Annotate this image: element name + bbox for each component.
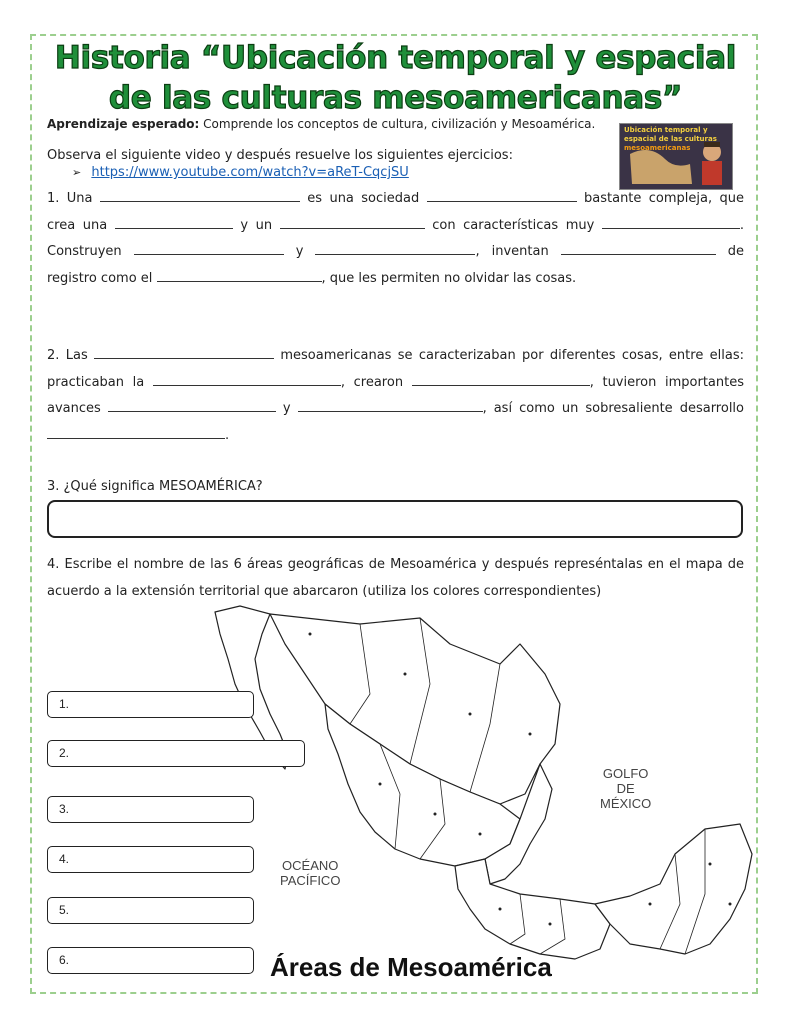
area-input-1[interactable]: 1. bbox=[47, 691, 254, 718]
q2-blank-4[interactable] bbox=[108, 398, 276, 412]
q1-blank-7[interactable] bbox=[315, 241, 475, 255]
gulf-label-line-1: GOLFO bbox=[602, 766, 649, 781]
q1-text-9: de registro como el bbox=[47, 244, 744, 286]
question-1 bbox=[47, 186, 744, 292]
thumbnail-text bbox=[624, 126, 717, 153]
q1-blank-5[interactable] bbox=[602, 215, 740, 229]
area-input-2[interactable]: 2. bbox=[47, 740, 305, 767]
thumbnail-text-line-2: espacial de las culturas bbox=[624, 135, 717, 143]
q3-answer-box[interactable] bbox=[47, 500, 743, 538]
q1-text-8: , inventan bbox=[475, 244, 561, 259]
q1-text-1: 1. Una bbox=[47, 191, 100, 206]
thumbnail-text-line-3: mesoamericanas bbox=[624, 144, 691, 152]
area-input-6[interactable]: 6. bbox=[47, 947, 254, 974]
area-input-3[interactable]: 3. bbox=[47, 796, 254, 823]
q1-blank-8[interactable] bbox=[561, 241, 716, 255]
learning-objective bbox=[47, 116, 595, 132]
q1-text-5: con características muy bbox=[424, 217, 602, 233]
video-link[interactable]: https://www.youtube.com/watch?v=aReT-CqcjSU bbox=[91, 165, 409, 180]
q2-blank-3[interactable] bbox=[412, 372, 590, 386]
q1-text-7: y bbox=[283, 244, 316, 259]
learning-objective-label: Aprendizaje esperado: bbox=[47, 117, 200, 131]
q2-text-7: . bbox=[225, 427, 230, 443]
page-title-line-2: de las culturas mesoamericanas” bbox=[108, 80, 683, 116]
q1-blank-9[interactable] bbox=[157, 268, 322, 282]
pacific-ocean-label bbox=[280, 858, 340, 888]
thumbnail-text-line-1: Ubicación temporal y bbox=[624, 126, 708, 134]
gulf-label-line-3: MÉXICO bbox=[600, 796, 652, 811]
learning-objective-text: Comprende los conceptos de cultura, civilización y Mesoamérica. bbox=[199, 117, 596, 131]
area-input-4[interactable]: 4. bbox=[47, 846, 254, 873]
instruction-text: Observa el siguiente video y después resuelve los siguientes ejercicios: bbox=[47, 148, 513, 163]
q1-text-2: es una sociedad bbox=[299, 191, 427, 206]
q2-text-3: , crearon bbox=[340, 374, 412, 390]
question-2 bbox=[47, 343, 744, 449]
q2-blank-2[interactable] bbox=[153, 372, 341, 386]
question-4: 4. Escribe el nombre de las 6 áreas geográficas de Mesoamérica y después represéntalas en el mapa de acuerdo a la extensión territorial que abarcaron (utiliza los colores correspondientes) bbox=[47, 557, 744, 599]
q1-blank-1[interactable] bbox=[100, 188, 300, 202]
page-title-line-1: Historia “Ubicación temporal y espacial bbox=[54, 40, 737, 76]
q1-blank-4[interactable] bbox=[280, 215, 425, 229]
q2-text-5: y bbox=[275, 401, 298, 416]
video-thumbnail[interactable] bbox=[619, 123, 733, 190]
mexico-map bbox=[200, 604, 760, 994]
q1-text-6: . Construyen bbox=[47, 217, 744, 259]
ocean-label-line-1: OCÉANO bbox=[282, 858, 339, 873]
q2-blank-5[interactable] bbox=[298, 398, 483, 412]
map-southern-states bbox=[455, 859, 610, 959]
q2-text-4: , tuvieron importantes avances bbox=[47, 374, 744, 416]
map-title: Áreas de Mesoamérica bbox=[270, 952, 552, 982]
video-link-row bbox=[72, 165, 409, 181]
q1-blank-2[interactable] bbox=[427, 188, 577, 202]
q1-text-10: , que les permiten no olvidar las cosas. bbox=[321, 270, 577, 286]
q2-text-6: , así como un sobresaliente desarrollo bbox=[482, 401, 744, 416]
ocean-label-line-2: PACÍFICO bbox=[280, 873, 341, 888]
gulf-of-mexico-label bbox=[600, 766, 651, 811]
q2-text-2: mesoamericanas se caracterizaban por diferentes cosas, entre ellas: practicaban la bbox=[47, 348, 744, 390]
q1-blank-3[interactable] bbox=[115, 215, 233, 229]
bullet-arrow-icon: ➢ bbox=[72, 166, 82, 179]
gulf-label-line-2: DE bbox=[616, 781, 635, 796]
area-input-5[interactable]: 5. bbox=[47, 897, 254, 924]
q2-blank-1[interactable] bbox=[94, 345, 274, 359]
q1-blank-6[interactable] bbox=[134, 241, 284, 255]
question-3: 3. ¿Qué significa MESOAMÉRICA? bbox=[47, 479, 263, 494]
q1-text-4: y un bbox=[232, 217, 280, 233]
q1-text-3: bastante compleja, que crea una bbox=[47, 191, 744, 233]
q2-blank-6[interactable] bbox=[47, 425, 225, 439]
q2-text-1: 2. Las bbox=[47, 348, 95, 363]
map-yucatan bbox=[595, 824, 752, 954]
